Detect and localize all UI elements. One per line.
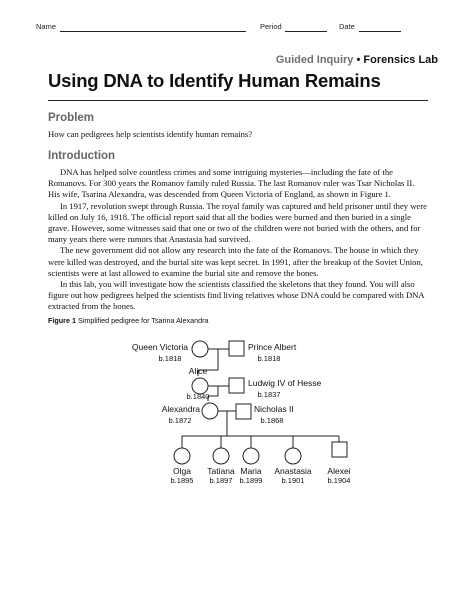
period-label: Period	[260, 22, 282, 31]
introduction-heading: Introduction	[48, 150, 116, 162]
male-symbol-alexei	[332, 442, 347, 457]
name-label: Name	[36, 22, 57, 31]
date-field[interactable]	[359, 31, 401, 32]
page-title: Using DNA to Identify Human Remains	[48, 70, 381, 91]
date-label: Date	[339, 22, 355, 31]
person-birth-victoria: b.1818	[158, 354, 182, 363]
female-symbol-tatiana	[213, 448, 229, 464]
intro-paragraph: DNA has helped solve countless crimes and some intriguing mysteries—including the fate of the Romanovs. For 300 years the Romanov family ruled Russia. The last Romanov ruler was Tsar Nicholas II. His wife, Tsarina Alexandra, was descended from Queen Victoria of England, as shown in Figure 1.	[48, 167, 415, 200]
female-symbol-anastasia	[285, 448, 301, 464]
person-birth-alice: b.1840	[186, 392, 210, 401]
person-birth-albert: b.1818	[257, 354, 281, 363]
figure-caption	[48, 316, 208, 325]
person-birth-alexei: b.1904	[327, 476, 351, 485]
person-birth-olga: b.1895	[170, 476, 194, 485]
figure-label: Figure 1	[48, 316, 76, 325]
intro-paragraph: In this lab, you will investigate how the scientists classified the skeletons that they found. You will also figure out how pedigrees helped the scientists find living relatives whose DNA could be compared with DNA extracted from the bones.	[48, 279, 425, 312]
category-label: Guided Inquiry	[275, 54, 354, 66]
person-birth-ludwig: b.1837	[257, 390, 281, 399]
problem-heading: Problem	[48, 112, 95, 124]
person-name-albert: Prince Albert	[248, 342, 297, 352]
male-symbol-ludwig	[229, 378, 244, 393]
period-field[interactable]	[285, 31, 327, 32]
person-name-ludwig: Ludwig IV of Hesse	[248, 378, 322, 388]
female-symbol-alexandra	[202, 403, 218, 419]
title-divider	[48, 100, 428, 101]
female-symbol-olga	[174, 448, 190, 464]
male-symbol-albert	[229, 341, 244, 356]
male-symbol-nicholas	[236, 404, 251, 419]
person-name-alice: Alice	[188, 366, 208, 376]
lab-label: Forensics Lab	[363, 54, 438, 66]
person-name-olga: Olga	[173, 466, 191, 476]
person-name-alexandra: Alexandra	[161, 404, 200, 414]
person-name-nicholas: Nicholas II	[254, 404, 294, 414]
pedigree-diagram	[0, 330, 474, 520]
person-name-alexei: Alexei	[327, 466, 351, 476]
person-name-anastasia: Anastasia	[274, 466, 312, 476]
name-field[interactable]	[60, 31, 246, 32]
intro-paragraph: In 1917, revolution swept through Russia. The royal family was captured and held prisoner until they were killed on July 16, 1918. The official report said that all the bodies were burned and then buried in a single grave. However, some witnesses said that one or two of the children were not buried with the others, and for many years there were rumors that Anastasia had survived.	[48, 200, 427, 245]
person-name-victoria: Queen Victoria	[131, 342, 188, 352]
student-info-header	[36, 22, 438, 36]
introduction-text	[48, 167, 428, 313]
person-birth-nicholas: b.1868	[260, 416, 284, 425]
person-birth-anastasia: b.1901	[281, 476, 305, 485]
female-symbol-victoria	[192, 341, 208, 357]
intro-paragraph: The new government did not allow any research into the fate of the Romanovs. The house in which they were killed was destroyed, and the burial site was kept secret. In 1991, after the breakup of the Soviet Union, scientists were at last allowed to examine the burial site and remove the bones.	[48, 245, 423, 278]
female-symbol-maria	[243, 448, 259, 464]
person-name-maria: Maria	[240, 466, 262, 476]
problem-question: How can pedigrees help scientists identify human remains?	[48, 129, 253, 139]
person-birth-tatiana: b.1897	[209, 476, 233, 485]
person-name-tatiana: Tatiana	[207, 466, 235, 476]
category-separator: •	[356, 54, 361, 66]
figure-caption-text: Simplified pedigree for Tsarina Alexandra	[77, 316, 209, 325]
person-birth-maria: b.1899	[239, 476, 263, 485]
lab-category	[276, 54, 438, 66]
person-birth-alexandra: b.1872	[168, 416, 192, 425]
